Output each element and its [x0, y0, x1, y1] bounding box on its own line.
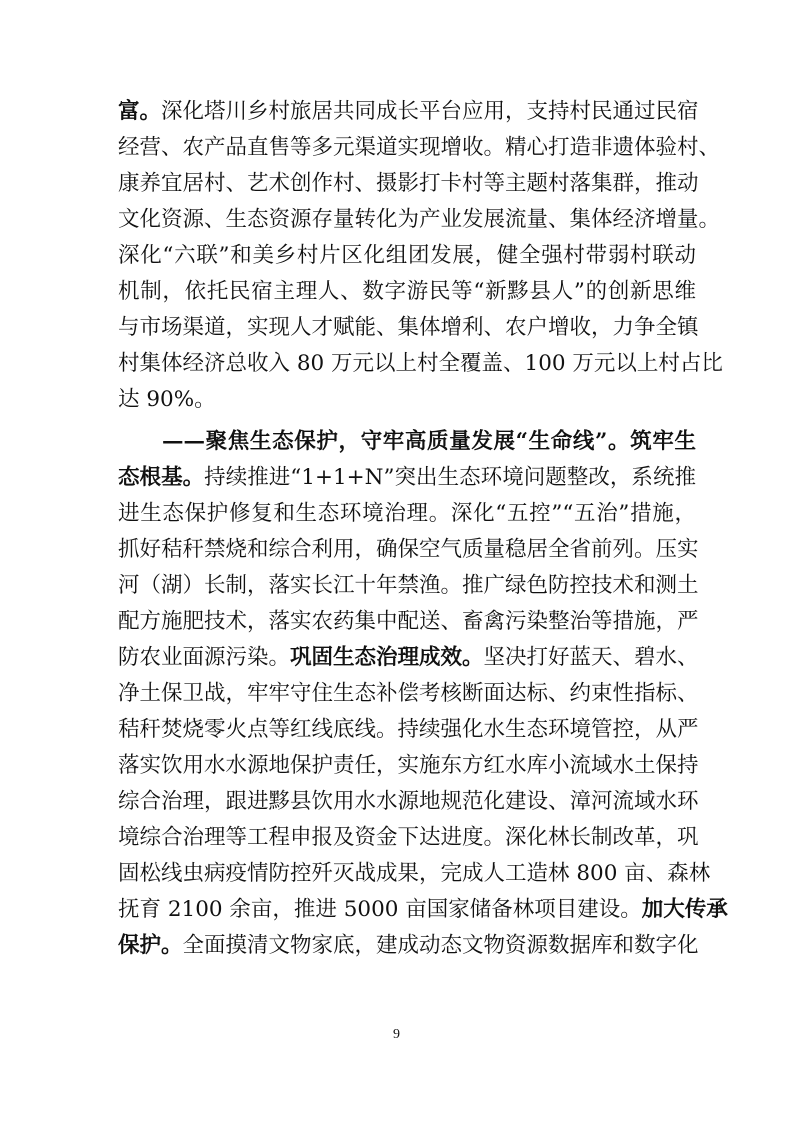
text-line: [118, 572, 699, 600]
bold-text-run: 富。: [118, 99, 162, 124]
text-run: 达 90%。: [118, 387, 216, 412]
text-run: 深化塔川乡村旅居共同成长平台应用，支持村民通过民宿: [161, 99, 699, 124]
bold-text-run: 巩固生态治理成效。: [290, 645, 484, 670]
text-run: 坚决打好蓝天、碧水、: [483, 645, 699, 670]
text-line: [118, 644, 699, 672]
page-number: 9: [393, 1027, 400, 1042]
text-run: 境综合治理等工程申报及资金下达进度。深化林长制改革，巩: [118, 825, 699, 850]
text-line: [118, 500, 696, 528]
text-run: 与市场渠道，实现人才赋能、集体增利、农户增收，力争全镇: [118, 315, 699, 340]
text-line: [118, 932, 699, 960]
text-line: [118, 824, 699, 852]
text-run: 综合治理，跟进黟县饮用水水源地规范化建设、漳河流域水环: [118, 789, 699, 814]
text-run: 村集体经济总收入 80 万元以上村全覆盖、100 万元以上村占比: [118, 351, 723, 376]
bold-text-run: 保护。: [118, 933, 183, 958]
text-run: 抓好秸秆禁烧和综合利用，确保空气质量稳居全省前列。压实: [118, 537, 699, 562]
text-line: [118, 464, 696, 492]
text-line: [118, 98, 699, 126]
bold-text-run: ——聚焦生态保护，守牢高质量发展“生命线”。筑牢生: [162, 429, 696, 454]
text-run: 固松线虫病疫情防控歼灭战成果，完成人工造林 800 亩、森林: [118, 861, 711, 886]
text-line: [118, 314, 699, 342]
bold-text-run: 态根基。: [118, 465, 205, 490]
text-line: [118, 350, 723, 378]
text-run: 河（湖）长制，落实长江十年禁渔。推广绿色防控技术和测土: [118, 573, 699, 598]
bold-text-run: 加大传承: [641, 897, 728, 922]
text-run: 康养宜居村、艺术创作村、摄影打卡村等主题村落集群，推动: [118, 171, 699, 196]
text-run: 深化“六联”和美乡村片区化组团发展，健全强村带弱村联动: [118, 243, 696, 268]
text-run: 持续推进“1+1+N”突出生态环境问题整改，系统推: [204, 465, 696, 490]
text-line: [162, 428, 696, 456]
text-run: 全面摸清文物家底，建成动态文物资源数据库和数字化: [182, 933, 699, 958]
text-line: [118, 134, 721, 162]
text-run: 配方施肥技术，落实农药集中配送、畜禽污染整治等措施，严: [118, 609, 699, 634]
text-line: [118, 788, 699, 816]
text-line: [118, 278, 696, 306]
text-run: 防农业面源污染。: [118, 645, 291, 670]
text-run: 机制，依托民宿主理人、数字游民等“新黟县人”的创新思维: [118, 279, 696, 304]
text-line: [118, 386, 696, 414]
text-line: [118, 716, 699, 744]
text-line: [118, 680, 699, 708]
text-line: [118, 242, 696, 270]
text-run: 进生态保护修复和生态环境治理。深化“五控”“五治”措施，: [118, 501, 696, 526]
text-run: 秸秆焚烧零火点等红线底线。持续强化水生态环境管控，从严: [118, 717, 699, 742]
text-run: 落实饮用水水源地保护责任，实施东方红水库小流域水土保持: [118, 753, 699, 778]
text-line: [118, 206, 721, 234]
text-run: 经营、农产品直售等多元渠道实现增收。精心打造非遗体验村、: [118, 135, 721, 160]
text-line: [118, 896, 728, 924]
text-line: [118, 536, 699, 564]
text-line: [118, 170, 699, 198]
text-run: 净土保卫战，牢牢守住生态补偿考核断面达标、约束性指标、: [118, 681, 699, 706]
text-run: 文化资源、生态资源存量转化为产业发展流量、集体经济增量。: [118, 207, 721, 232]
text-run: 抚育 2100 余亩，推进 5000 亩国家储备林项目建设。: [118, 897, 642, 922]
text-line: [118, 860, 711, 888]
text-line: [118, 608, 699, 636]
text-line: [118, 752, 699, 780]
